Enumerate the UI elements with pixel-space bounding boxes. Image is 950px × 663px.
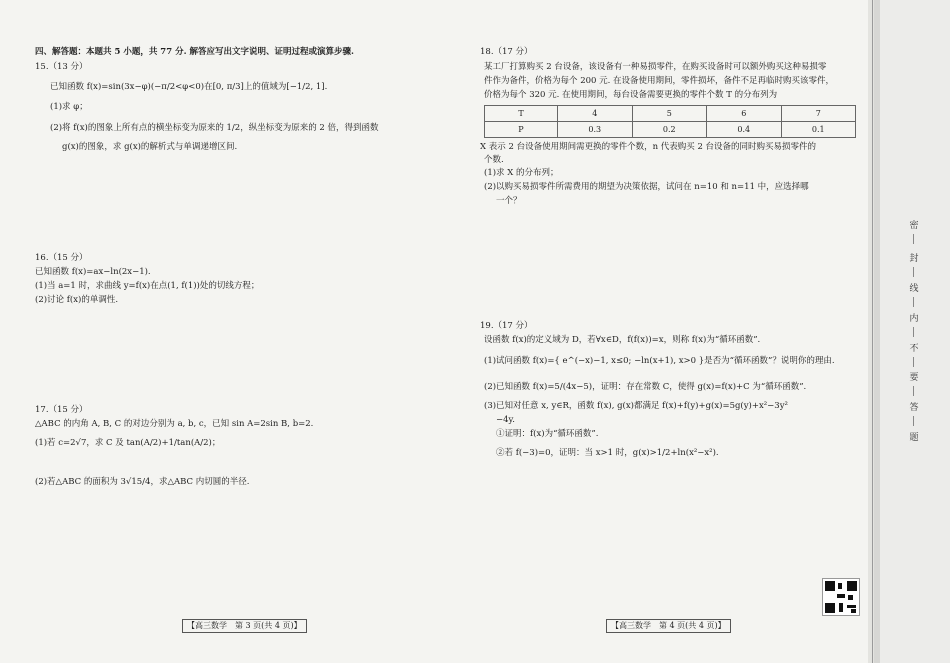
q15-part1: (1)求 φ； — [50, 102, 88, 112]
q18-after-line2: 个数. — [484, 155, 504, 165]
binding-margin — [874, 0, 950, 663]
q18-stem-line1: 某工厂打算购买 2 台设备，该设备有一种易损零件，在购买设备时可以额外购买这种易损零 — [484, 62, 827, 72]
q19-header: 19.（17 分） — [480, 321, 533, 331]
q18-header: 18.（17 分） — [480, 47, 533, 57]
right-page-footer: 【高三数学 第 4 页(共 4 页)】 — [606, 619, 731, 633]
q18-after-line1: X 表示 2 台设备使用期间需更换的零件个数，n 代表购买 2 台设备的同时购买易损零件的 — [480, 142, 817, 152]
binding-margin-char: 答 — [909, 403, 919, 413]
q16-part2: (2)讨论 f(x)的单调性. — [35, 295, 119, 305]
binding-margin-char: 线 — [909, 284, 919, 294]
table-cell: 0.2 — [632, 122, 707, 138]
binding-margin-char: 内 — [909, 314, 919, 324]
q19-part2: (2)已知函数 f(x)=5/(4x−5)，证明：存在常数 C，使得 g(x)=f(x)+C 为“循环函数”. — [484, 382, 807, 392]
q16-stem: 已知函数 f(x)=ax−ln(2x−1). — [35, 267, 151, 277]
page-fold-line — [872, 0, 873, 663]
table-row — [485, 106, 856, 122]
binding-margin-char: 不 — [909, 344, 919, 354]
table-row-label: T — [485, 106, 558, 122]
q18-part2-line2: 一个？ — [496, 196, 522, 206]
table-cell: 4 — [558, 106, 633, 122]
q18-part1: (1)求 X 的分布列； — [484, 168, 559, 178]
table-row-label: P — [485, 122, 558, 138]
table-cell: 0.3 — [558, 122, 633, 138]
table-cell: 5 — [632, 106, 707, 122]
q16-part1: (1)当 a=1 时，求曲线 y=f(x)在点(1, f(1))处的切线方程； — [35, 281, 260, 291]
binding-margin-char: 题 — [909, 433, 919, 443]
q19-part3-i: ①证明：f(x)为“循环函数”. — [496, 429, 599, 439]
table-cell: 0.4 — [707, 122, 782, 138]
q17-part2: (2)若△ABC 的面积为 3√15/4，求△ABC 内切圆的半径. — [35, 477, 250, 487]
q15-stem: 已知函数 f(x)=sin(3x−φ)(−π/2<φ<0)在[0, π/3]上的值域为[−1/2, 1]. — [50, 82, 328, 92]
binding-margin-char: 密 — [909, 221, 919, 231]
left-page-footer: 【高三数学 第 3 页(共 4 页)】 — [182, 619, 307, 633]
q19-part3-line1: (3)已知对任意 x, y∈R，函数 f(x), g(x)都满足 f(x)+f(y)+g(x)=5g(y)+x²−3y² — [484, 401, 788, 411]
q19-stem: 设函数 f(x)的定义域为 D，若∀x∈D，f(f(x))=x，则称 f(x)为“循环函数”. — [484, 335, 761, 345]
q17-part1: (1)若 c=2√7，求 C 及 tan(A/2)+1/tan(A/2)； — [35, 438, 221, 448]
left-page — [0, 0, 440, 663]
q17-stem: △ABC 的内角 A, B, C 的对边分别为 a, b, c，已知 sin A=2sin B, b=2. — [35, 419, 314, 429]
q19-part3-line2: −4y. — [496, 415, 515, 425]
q18-part2-line1: (2)以购买易损零件所需费用的期望为决策依据，试问在 n=10 和 n=11 中，应选择哪 — [484, 182, 809, 192]
q19-part1: (1)试问函数 f(x)={ e^(−x)−1, x≤0; −ln(x+1), x>0 }是否为“循环函数”？说明你的理由. — [484, 356, 835, 366]
q15-part2-line1: (2)将 f(x)的图象上所有点的横坐标变为原来的 1/2，纵坐标变为原来的 2 倍，得到函数 — [50, 123, 379, 133]
q15-header: 15.（13 分） — [35, 62, 88, 72]
q18-stem-line2: 件作为备件，价格为每个 200 元. 在设备使用期间，零件损坏，备件不足再临时购买该零件， — [484, 76, 835, 86]
q17-header: 17.（15 分） — [35, 405, 88, 415]
table-cell: 6 — [707, 106, 782, 122]
qr-code — [822, 578, 860, 616]
table-cell: 7 — [781, 106, 856, 122]
binding-margin-char: 封 — [909, 254, 919, 264]
section-heading: 四、解答题：本题共 5 小题，共 77 分. 解答应写出文字说明、证明过程或演算步骤. — [35, 47, 354, 57]
q15-part2-line2: g(x)的图象，求 g(x)的解析式与单调递增区间. — [62, 142, 238, 152]
binding-margin-char: 要 — [909, 373, 919, 383]
q18-stem-line3: 价格为每个 320 元. 在使用期间，每台设备需要更换的零件个数 T 的分布列为 — [484, 90, 778, 100]
distribution-table — [484, 105, 856, 138]
q19-part3-ii: ②若 f(−3)=0，证明：当 x>1 时，g(x)>1/2+ln(x²−x²). — [496, 448, 719, 458]
right-page — [440, 0, 868, 663]
q16-header: 16.（15 分） — [35, 253, 88, 263]
table-row — [485, 122, 856, 138]
table-cell: 0.1 — [781, 122, 856, 138]
